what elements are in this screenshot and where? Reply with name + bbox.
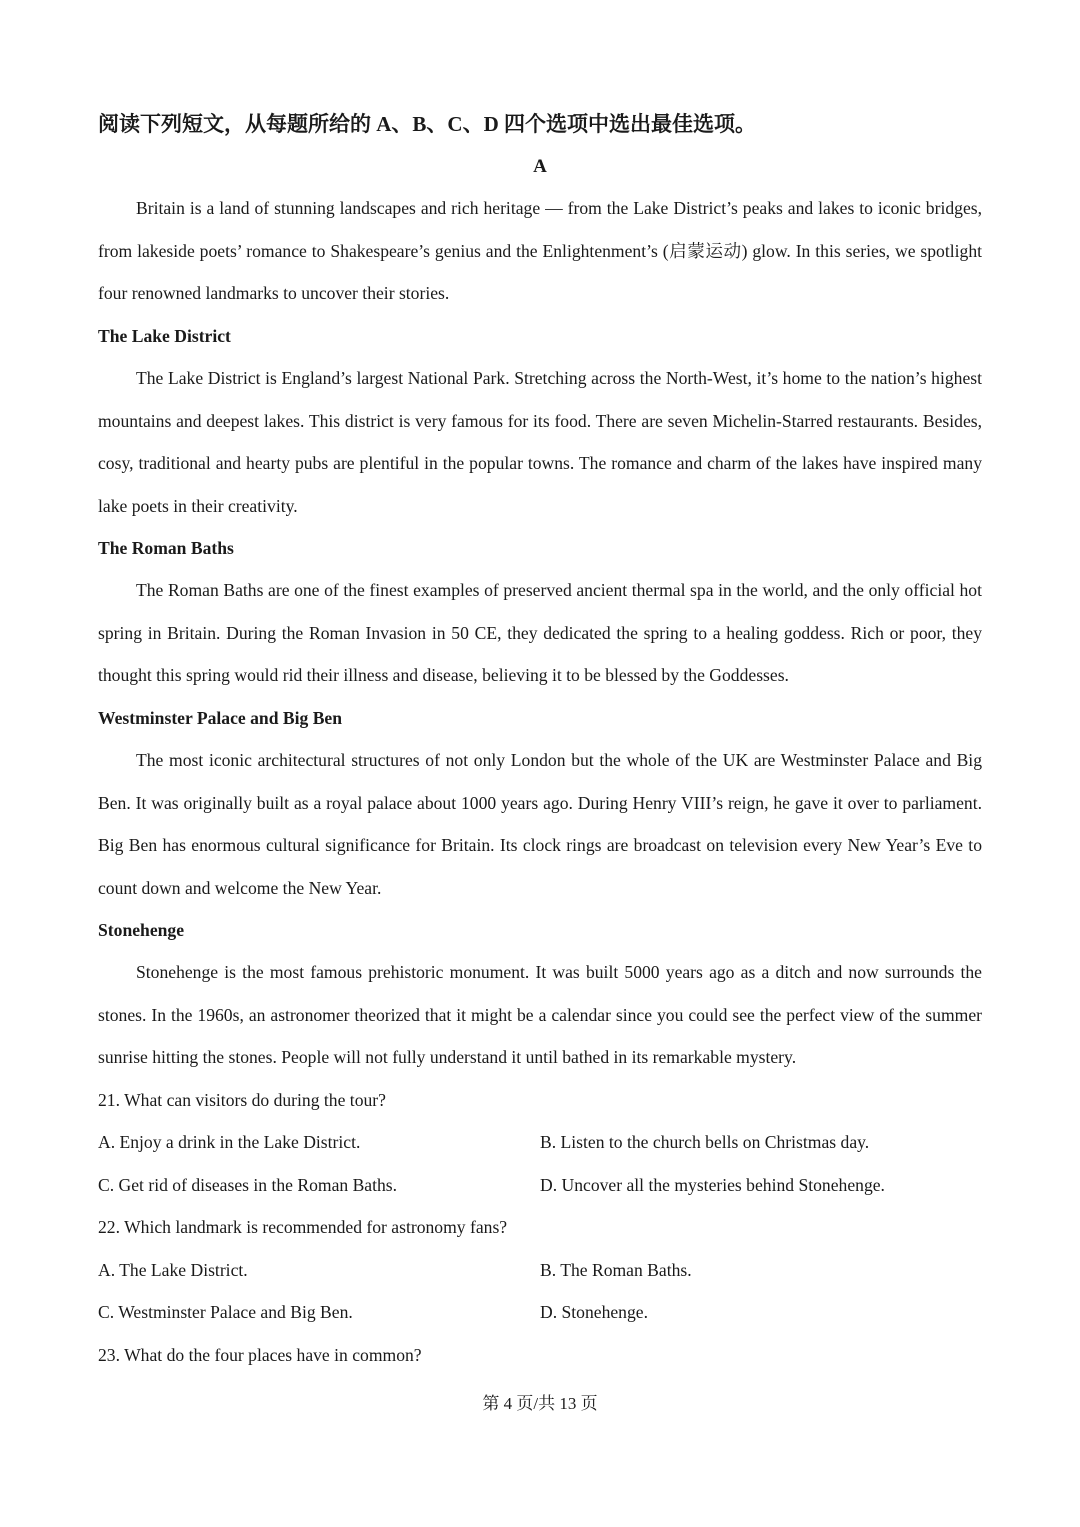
question-21-option-a: A. Enjoy a drink in the Lake District. [98, 1132, 361, 1152]
instruction-text: 阅读下列短文，从每题所给的 A、B、C、D 四个选项中选出最佳选项。 [98, 112, 757, 136]
section-letter: A [533, 156, 547, 177]
paragraph-stonehenge: Stonehenge is the most famous prehistoric monument. It was built 5000 years ago as a ditch and now surrounds the stones. In the 1960s, an astronomer theorized that it might be a calendar since you could see the perfect view of the summer sunrise hitting the stones. People will not fully understand it until bathed in its remarkable mystery. [98, 962, 982, 1067]
question-22-stem: 22. Which landmark is recommended for astronomy fans? [98, 1217, 508, 1237]
question-21-option-d: D. Uncover all the mysteries behind Stonehenge. [540, 1175, 885, 1195]
question-23-stem: 23. What do the four places have in common? [98, 1345, 422, 1365]
paragraph-lake-district: The Lake District is England’s largest National Park. Stretching across the North-West, it’s home to the nation’s highest mountains and deepest lakes. This district is very famous for its food. There are seven Michelin-Starred restaurants. Besides, cosy, traditional and hearty pubs are plentiful in the popular towns. The romance and charm of the lakes have inspired many lake poets in their creativity. [98, 368, 982, 516]
heading-roman-baths: The Roman Baths [98, 538, 234, 558]
intro-paragraph: Britain is a land of stunning landscapes and rich heritage — from the Lake District’s peaks and lakes to iconic bridges, from lakeside poets’ romance to Shakespeare’s genius and the Enlightenment’s (启蒙运动) glow. In this series, we spotlight four renowned landmarks to uncover their stories. [98, 198, 982, 303]
question-21-option-c: C. Get rid of diseases in the Roman Baths. [98, 1175, 398, 1195]
question-22-option-a: A. The Lake District. [98, 1260, 248, 1280]
question-21-option-b: B. Listen to the church bells on Christmas day. [540, 1132, 870, 1152]
question-21-stem: 21. What can visitors do during the tour? [98, 1090, 386, 1110]
heading-stonehenge: Stonehenge [98, 920, 185, 940]
heading-lake-district: The Lake District [98, 326, 231, 346]
paragraph-westminster: The most iconic architectural structures of not only London but the whole of the UK are Westminster Palace and Big Ben. It was originally built as a royal palace about 1000 years ago. During Henry VIII’s reign, he gave it over to parliament. Big Ben has enormous cultural significance for Britain. Its clock rings are broadcast on television every New Year’s Eve to count down and welcome the New Year. [98, 750, 982, 898]
paragraph-roman-baths: The Roman Baths are one of the finest examples of preserved ancient thermal spa in the world, and the only official hot spring in Britain. During the Roman Invasion in 50 CE, they dedicated the spring to a healing goddess. Rich or poor, they thought this spring would rid their illness and disease, believing it to be blessed by the Goddesses. [98, 580, 982, 685]
page-footer: 第 4 页/共 13 页 [482, 1394, 598, 1413]
heading-westminster: Westminster Palace and Big Ben [98, 708, 343, 728]
question-22-option-c: C. Westminster Palace and Big Ben. [98, 1302, 353, 1322]
question-22-option-d: D. Stonehenge. [540, 1302, 648, 1322]
question-22-option-b: B. The Roman Baths. [540, 1260, 692, 1280]
